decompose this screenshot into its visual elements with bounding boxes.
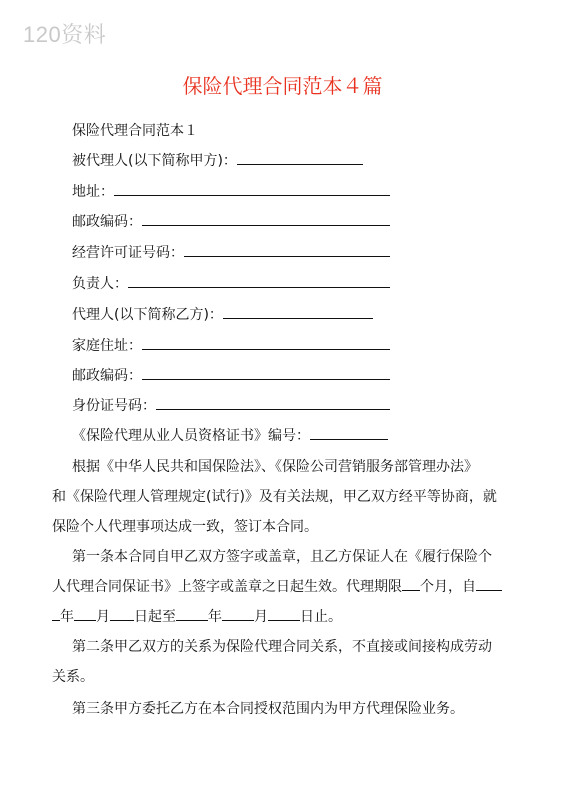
paragraph-line [52, 607, 512, 627]
field-label: 邮政编码： [72, 214, 142, 230]
paragraph-line: 根据《中华人民共和国保险法》、《保险公司营销服务部管理办法》 [72, 459, 478, 475]
field-label: 家庭住址： [72, 338, 142, 354]
paragraph-text: 个月，自 [420, 579, 476, 595]
blank-line [142, 366, 390, 380]
field-label: 身份证号码： [72, 398, 156, 414]
blank-line [237, 151, 363, 165]
blank-line [114, 182, 390, 196]
field-certificate-number [72, 426, 388, 446]
paragraph-line: 保险个人代理事项达成一致，签订本合同。 [52, 519, 318, 535]
blank-line [128, 274, 390, 288]
paragraph-text: 年 [60, 609, 74, 625]
paragraph-text: 日止。 [300, 609, 342, 625]
paragraph-line: 和《保险代理人管理规定(试行)》及有关法规，甲乙双方经平等协商，就 [52, 489, 497, 505]
blank-line [142, 336, 390, 350]
field-principal [72, 151, 363, 171]
field-home-address [72, 336, 390, 356]
field-label: 代理人(以下简称乙方)： [72, 307, 223, 323]
document-subtitle: 保险代理合同范本１ [72, 123, 198, 139]
paragraph-line [52, 577, 512, 597]
blank-line [223, 305, 373, 319]
blank-line [184, 243, 390, 257]
paragraph-line: 关系。 [52, 669, 94, 685]
blank-line [222, 607, 254, 621]
paragraph-text: 月 [96, 609, 110, 625]
paragraph-text: 人代理合同保证书》上签字或盖章之日起生效。代理期限 [52, 579, 402, 595]
paragraph-text: 月 [254, 609, 268, 625]
watermark: 120资料 [23, 22, 107, 47]
blank-line [402, 577, 420, 591]
blank-line [310, 426, 388, 440]
field-postcode-2 [72, 366, 390, 386]
blank-line [110, 607, 134, 621]
blank-line [52, 607, 60, 621]
blank-line [476, 577, 502, 591]
field-postcode [72, 212, 390, 232]
blank-line [176, 607, 208, 621]
field-license-number [72, 243, 390, 263]
field-label: 经营许可证号码： [72, 245, 184, 261]
field-label: 《保险代理从业人员资格证书》编号： [72, 428, 310, 444]
field-label: 被代理人(以下简称甲方)： [72, 153, 237, 169]
paragraph-line: 第一条本合同自甲乙双方签字或盖章，且乙方保证人在《履行保险个 [72, 549, 492, 565]
paragraph-line: 第二条甲乙双方的关系为保险代理合同关系，不直接或间接构成劳动 [72, 639, 492, 655]
blank-line [74, 607, 96, 621]
document-title: 保险代理合同范本４篇 [182, 74, 383, 98]
paragraph-text: 年 [208, 609, 222, 625]
blank-line [142, 212, 390, 226]
field-agent [72, 305, 373, 325]
field-responsible-person [72, 274, 390, 294]
paragraph-line: 第三条甲方委托乙方在本合同授权范围内为甲方代理保险业务。 [72, 701, 464, 717]
field-label: 负责人： [72, 276, 128, 292]
field-label: 地址： [72, 184, 114, 200]
blank-line [156, 396, 390, 410]
field-id-number [72, 396, 390, 416]
paragraph-text: 日起至 [134, 609, 176, 625]
field-label: 邮政编码： [72, 368, 142, 384]
field-address [72, 182, 390, 202]
blank-line [268, 607, 300, 621]
